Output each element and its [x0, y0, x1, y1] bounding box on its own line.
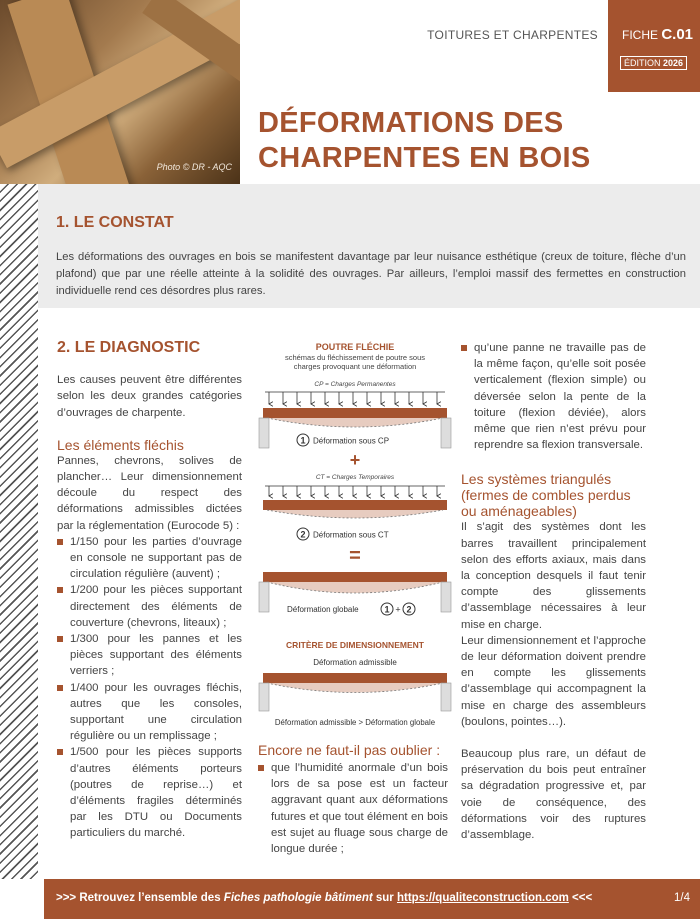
- fiche-id: [622, 26, 693, 43]
- beam-diagram: [255, 336, 455, 736]
- page-number: 1/4: [674, 892, 690, 904]
- fiche-badge: [608, 0, 700, 92]
- footer-suffix: <<<: [568, 892, 593, 904]
- admissible-label: Déformation admissible: [313, 658, 397, 667]
- footer-link[interactable]: https://qualiteconstruction.com: [396, 892, 569, 904]
- comparison-label: Déformation admissible > Déformation globale: [274, 718, 436, 727]
- footer-italic: Fiches pathologie bâtiment: [223, 892, 373, 904]
- list-item: 1/400 pour les ouvrages fléchis, autres que les consoles, supportant une circulation régulière ou un remplissage ;: [57, 680, 242, 745]
- footer-bar: [44, 879, 700, 919]
- global-number-2: 2: [406, 604, 412, 615]
- deflection-cp: [267, 418, 443, 427]
- deflection-ct: [267, 510, 443, 518]
- col3-list: [461, 340, 646, 453]
- flechis-list: [57, 534, 242, 842]
- diagram-subtitle-1: schémas du fléchissement de poutre sous: [284, 353, 426, 362]
- beam-cp: [263, 408, 447, 418]
- triangulated-text-1: Il s’agit des systèmes dont les barres travaillent principalement selon des efforts axiaux, mais dans la conception desquels il faut tenir compte des glissements d’assemblage nécessaires à leur mise en charge.: [461, 521, 646, 631]
- section-label: TOITURES ET CHARPENTES: [427, 28, 598, 42]
- edition-year: 2026: [663, 58, 684, 68]
- fiche-label: FICHE: [622, 28, 658, 42]
- page-title: [258, 106, 591, 176]
- ct-load-arrows: [265, 486, 445, 496]
- global-plus: +: [395, 604, 401, 615]
- hatch-decoration: [0, 184, 38, 879]
- global-label: Déformation globale: [287, 605, 359, 614]
- constat-section: [38, 184, 700, 308]
- critere-title: CRITÈRE DE DIMENSIONNEMENT: [286, 640, 424, 650]
- deflection-global: [267, 582, 443, 593]
- list-item: que l’humidité anormale d’un bois lors de sa pose est un facteur aggravant quant aux déformations futures et que tout élément en bois est sujet au fluage sous charge de longue durée ;: [258, 760, 448, 857]
- plus-sign: +: [349, 450, 361, 470]
- ct-label: CT = Charges Temporaires: [315, 474, 395, 481]
- list-item: qu’une panne ne travaille pas de la même façon, qu’elle soit posée verticalement (flexion simple) ou déversée selon la pente de la toiture (flexion déviée), alors même que rien n’est prévu pour reprendre sa flexion transversale.: [461, 340, 646, 453]
- diagram-title: POUTRE FLÉCHIE: [315, 342, 395, 352]
- step1-label: Déformation sous CP: [313, 436, 390, 446]
- flechis-heading: Les éléments fléchis: [57, 436, 184, 453]
- constat-heading: 1. LE CONSTAT: [56, 214, 174, 231]
- beam-critere: [263, 673, 447, 683]
- step2-number: 2: [300, 529, 306, 540]
- diagnostic-intro: Les causes peuvent être différentes selon les deux grandes catégories d’ouvrages de charpente.: [57, 374, 242, 419]
- step1-number: 1: [300, 435, 306, 446]
- header-photo: [0, 0, 240, 184]
- list-item: 1/150 pour les parties d’ouvrage en console ne supportant pas de circulation régulière (auvent) ;: [57, 534, 242, 583]
- constat-text: Les déformations des ouvrages en bois se manifestent davantage par leur nuisance esthétique (creux de toiture, flèche d’un plafond) que par une réelle atteinte à la solidité des ouvrages. Par ailleurs, l’emploi massif des fermettes en construction individuelle rend ces désordres plus rares.: [56, 251, 686, 297]
- support-right: [441, 683, 451, 711]
- support-left: [259, 683, 269, 711]
- remember-heading: Encore ne faut-il pas oublier :: [258, 742, 441, 758]
- footer-prefix: >>> Retrouvez l’ensemble des: [56, 892, 224, 904]
- beam-ct: [263, 500, 447, 510]
- edition-badge: [620, 56, 687, 70]
- support-left: [259, 418, 269, 448]
- edition-label: ÉDITION: [624, 58, 661, 68]
- cp-load-arrows: [265, 392, 445, 404]
- title-line-2: CHARPENTES EN BOIS: [258, 142, 591, 174]
- diagram-subtitle-2: charges provoquant une déformation: [293, 362, 417, 371]
- list-item: 1/300 pour les pannes et les pièces supportant des éléments verriers ;: [57, 631, 242, 680]
- right-column: [461, 340, 646, 843]
- triangulated-heading: Les systèmes triangulés (fermes de combles perdus ou aménageables): [461, 471, 631, 520]
- cp-label: CP = Charges Permanentes: [314, 381, 396, 388]
- global-number-1: 1: [384, 604, 390, 615]
- support-right: [441, 582, 451, 612]
- beam-global: [263, 572, 447, 582]
- diagnostic-column: [57, 340, 242, 842]
- footer-middle: sur: [372, 892, 397, 904]
- header-bar: [240, 0, 608, 92]
- flechis-text: Pannes, chevrons, solives de plancher… Leur dimensionnement découle du respect des déformations admissibles dictées par la réglementation (Eurocode 5) :: [57, 454, 242, 532]
- support-right: [441, 418, 451, 448]
- list-item: 1/500 pour les pièces supports d’autres éléments porteurs (poutres de reprise…) et d’éléments fragiles déterminés par les DTU ou Documents particuliers du marché.: [57, 744, 242, 841]
- diagnostic-heading: 2. LE DIAGNOSTIC: [57, 339, 201, 356]
- remember-block: [258, 742, 448, 857]
- equals-sign: =: [349, 545, 361, 567]
- list-item: 1/200 pour les pièces supportant directement des éléments de couverture (chevrons, liteaux) ;: [57, 582, 242, 631]
- photo-credit: Photo © DR - AQC: [156, 162, 232, 172]
- remember-list: [258, 760, 448, 857]
- footer-message: [56, 892, 592, 904]
- support-left: [259, 582, 269, 612]
- triangulated-text-3: Beaucoup plus rare, un défaut de préservation du bois peut entraîner sa dégradation progressive et, par voie de conséquence, des déformations voir des ruptures d’assemblage.: [461, 748, 646, 842]
- deflection-admissible: [267, 683, 443, 693]
- step2-label: Déformation sous CT: [313, 530, 389, 540]
- triangulated-text-2: Leur dimensionnement et l’approche de leur déformation doivent prendre en compte les glissements d’assemblage qui accompagnent la mise en charge des assembleurs (boulons, pointes…).: [461, 634, 646, 728]
- title-line-1: DÉFORMATIONS DES: [258, 107, 564, 139]
- fiche-code: C.01: [661, 26, 694, 43]
